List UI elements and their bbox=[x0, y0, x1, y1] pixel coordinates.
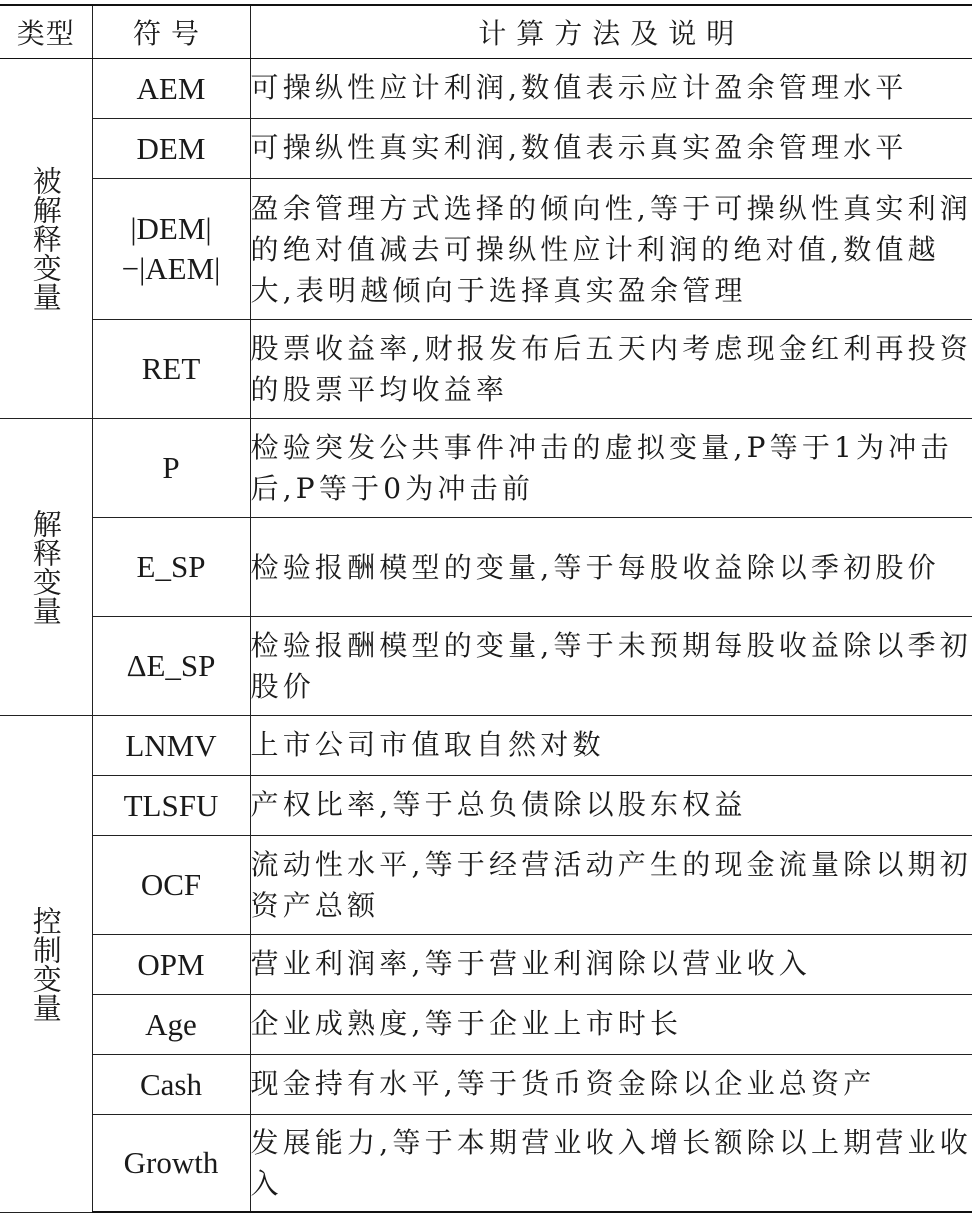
symbol-cell: |DEM|−|AEM| bbox=[92, 179, 250, 320]
description-cell: 发展能力,等于本期营业收入增长额除以上期营业收入 bbox=[250, 1115, 972, 1213]
description-cell: 股票收益率,财报发布后五天内考虑现金红利再投资的股票平均收益率 bbox=[250, 320, 972, 419]
description-cell: 企业成熟度,等于企业上市时长 bbox=[250, 995, 972, 1055]
table-row bbox=[0, 617, 972, 716]
variable-definition-table bbox=[0, 4, 972, 1213]
header-type: 类型 bbox=[0, 5, 92, 59]
description-cell: 现金持有水平,等于货币资金除以企业总资产 bbox=[250, 1055, 972, 1115]
table-row bbox=[0, 518, 972, 617]
table-row bbox=[0, 836, 972, 935]
description-cell: 上市公司市值取自然对数 bbox=[250, 716, 972, 776]
category-explanatory-variables bbox=[0, 419, 92, 716]
description-cell: 可操纵性真实利润,数值表示真实盈余管理水平 bbox=[250, 119, 972, 179]
category-dependent-variables bbox=[0, 59, 92, 419]
header-method: 计算方法及说明 bbox=[250, 5, 972, 59]
category-label: 解释变量 bbox=[28, 509, 63, 625]
symbol-cell: RET bbox=[92, 320, 250, 419]
symbol-cell: E_SP bbox=[92, 518, 250, 617]
table-row bbox=[0, 1115, 972, 1213]
symbol-cell: TLSFU bbox=[92, 776, 250, 836]
symbol-cell: P bbox=[92, 419, 250, 518]
description-cell: 检验报酬模型的变量,等于未预期每股收益除以季初股价 bbox=[250, 617, 972, 716]
description-cell: 盈余管理方式选择的倾向性,等于可操纵性真实利润的绝对值减去可操纵性应计利润的绝对值,数值越大,表明越倾向于选择真实盈余管理 bbox=[250, 179, 972, 320]
header-symbol: 符号 bbox=[92, 5, 250, 59]
table-row bbox=[0, 179, 972, 320]
table-row bbox=[0, 776, 972, 836]
table-row bbox=[0, 716, 972, 776]
table-header-row bbox=[0, 5, 972, 59]
symbol-cell: DEM bbox=[92, 119, 250, 179]
symbol-cell: Age bbox=[92, 995, 250, 1055]
symbol-cell: Cash bbox=[92, 1055, 250, 1115]
table-row bbox=[0, 119, 972, 179]
description-cell: 检验突发公共事件冲击的虚拟变量,P等于1为冲击后,P等于0为冲击前 bbox=[250, 419, 972, 518]
table-row bbox=[0, 320, 972, 419]
symbol-cell: OCF bbox=[92, 836, 250, 935]
symbol-cell: Growth bbox=[92, 1115, 250, 1213]
table-row bbox=[0, 1055, 972, 1115]
table-row bbox=[0, 59, 972, 119]
category-label: 控制变量 bbox=[28, 905, 63, 1022]
symbol-cell: OPM bbox=[92, 935, 250, 995]
category-label: 被解释变量 bbox=[28, 166, 63, 311]
description-cell: 营业利润率,等于营业利润除以营业收入 bbox=[250, 935, 972, 995]
category-control-variables bbox=[0, 716, 92, 1213]
description-cell: 检验报酬模型的变量,等于每股收益除以季初股价 bbox=[250, 518, 972, 617]
table-row bbox=[0, 995, 972, 1055]
symbol-cell: LNMV bbox=[92, 716, 250, 776]
description-cell: 产权比率,等于总负债除以股东权益 bbox=[250, 776, 972, 836]
symbol-cell: ΔE_SP bbox=[92, 617, 250, 716]
symbol-cell: AEM bbox=[92, 59, 250, 119]
description-cell: 可操纵性应计利润,数值表示应计盈余管理水平 bbox=[250, 59, 972, 119]
table-row bbox=[0, 935, 972, 995]
table-row bbox=[0, 419, 972, 518]
description-cell: 流动性水平,等于经营活动产生的现金流量除以期初资产总额 bbox=[250, 836, 972, 935]
